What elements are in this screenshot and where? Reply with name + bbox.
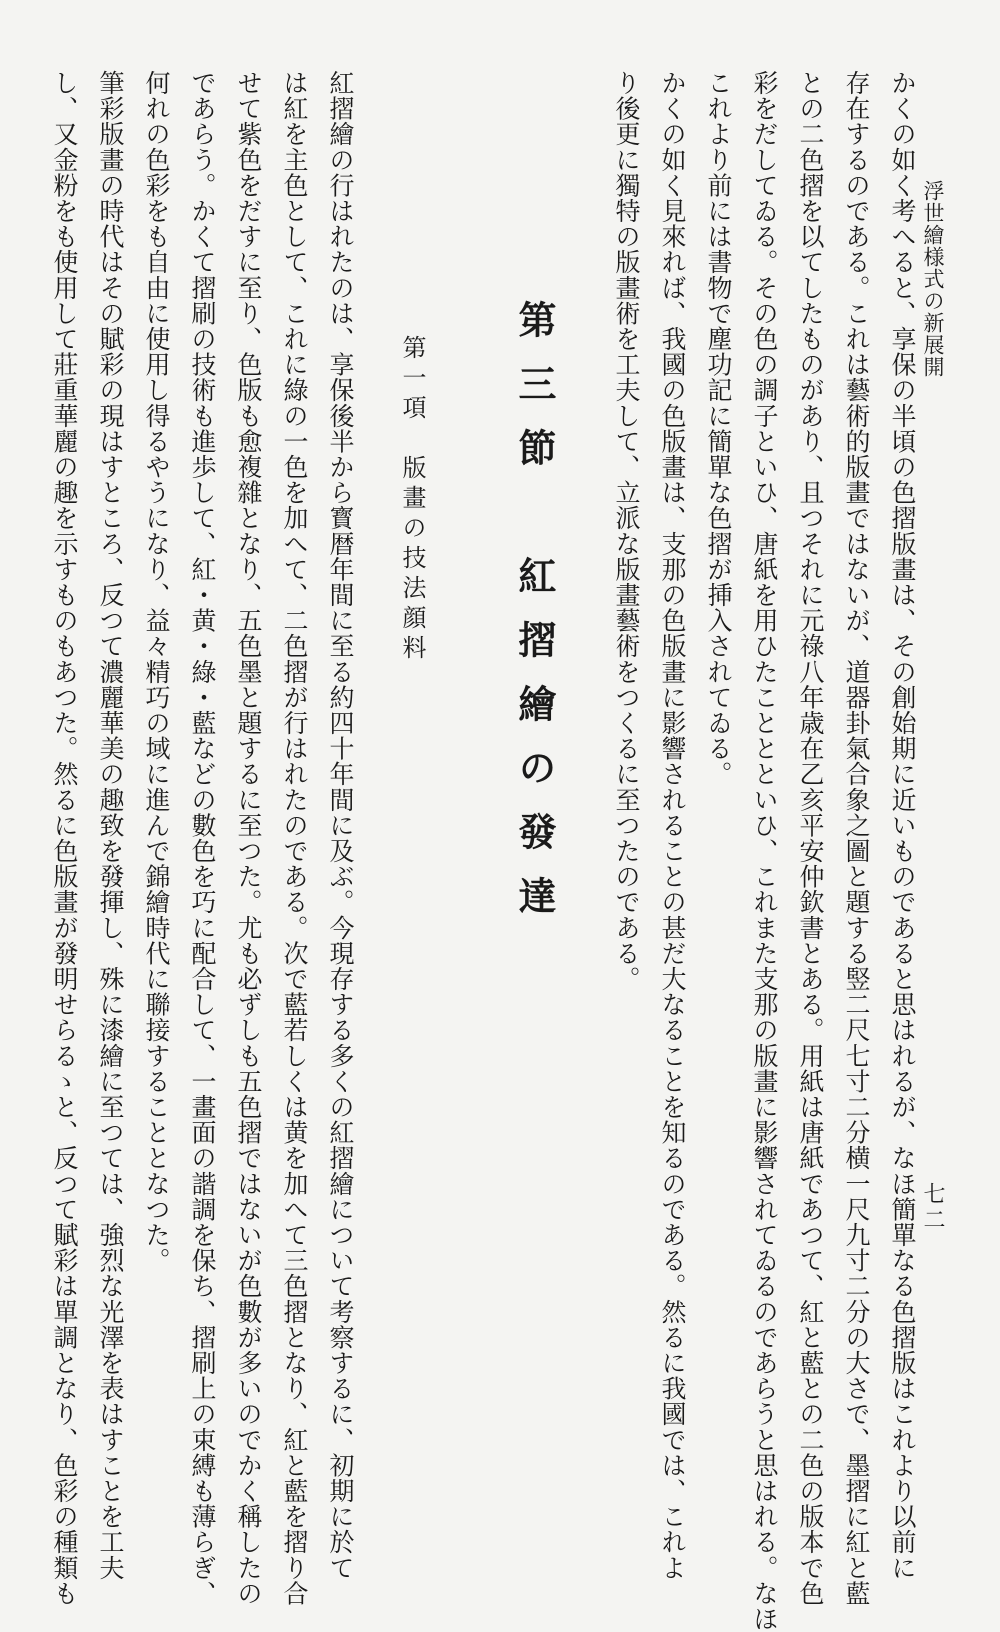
- text-line: は紅を主色として、これに綠の一色を加へて、二色摺が行はれたのである。次で藍若しくは黄を加へて三色摺となり、紅と藍を摺り合: [280, 70, 309, 1606]
- text-line: り後更に獨特の版畫術を工夫して、立派な版畫藝術をつくるに至つたのである。: [612, 70, 641, 992]
- text-line: 存在するのである。これは藝術的版畫ではないが、道器卦氣合象之圖と題する竪二尺七寸二分横一尺九寸二分の大さで、墨摺に紅と藍: [842, 70, 871, 1606]
- text-line: し、又金粉をも使用して莊重華麗の趣を示すものもあつた。然るに色版畫が發明せらるゝと、反つて賦彩は單調となり、色彩の種類も: [50, 70, 79, 1606]
- text-line: 彩をだしてゐる。その色の調子といひ、唐紙を用ひたこととといひ、これまた支那の版畫に影響されてゐるのであらうと思はれる。なほ: [750, 70, 779, 1632]
- section-heading: 第三節 紅摺繪の發達: [512, 300, 557, 940]
- text-line: せて紫色をだすに至り、色版も愈複雜となり、五色墨と題するに至つた。尤も必ずしも五色摺ではないが色數が多いのでかく稱したの: [234, 70, 263, 1606]
- text-line: であらう。かくて摺刷の技術も進歩して、紅・黄・綠・藍などの數色を巧に配合して、一畫面の諧調を保ち、摺刷上の束縛も薄らぎ、: [188, 70, 217, 1606]
- text-line: かくの如く見來れば、我國の色版畫は、支那の色版畫に影響されることの甚だ大なることを知るのである。然るに我國では、これよ: [658, 70, 687, 1581]
- page-number: 七二: [920, 1182, 945, 1234]
- running-header-title: 浮世繪様式の新展開: [921, 180, 945, 378]
- text-line: 何れの色彩をも自由に使用し得るやうになり、益々精巧の域に進んで錦繪時代に聯接することとなつた。: [142, 70, 171, 1274]
- text-line: かくの如く考へると、享保の半頃の色摺版畫は、その創始期に近いものであると思はれるが、なほ簡單なる色摺版はこれより以前に: [888, 70, 917, 1581]
- text-line: 筆彩版畫の時代はその賦彩の現はすところ、反つて濃麗華美の趣致を發揮し、殊に漆繪に至つては、強烈な光澤を表はすことを工夫: [96, 70, 125, 1581]
- text-line: これより前には書物で塵功記に簡單な色摺が挿入されてゐる。: [704, 70, 733, 787]
- text-line: との二色摺を以てしたものがあり、且つそれに元祿八年歳在乙亥平安仲欽書とある。用紙は唐紙であつて、紅と藍との二色の版本で色: [796, 70, 825, 1606]
- text-line: 紅摺繪の行はれたのは、享保後半から寳暦年間に至る約四十年間に及ぶ。今現存する多くの紅摺繪について考察するに、初期に於て: [326, 70, 355, 1581]
- subsection-heading: 第一項 版畫の技法顔料: [398, 335, 426, 665]
